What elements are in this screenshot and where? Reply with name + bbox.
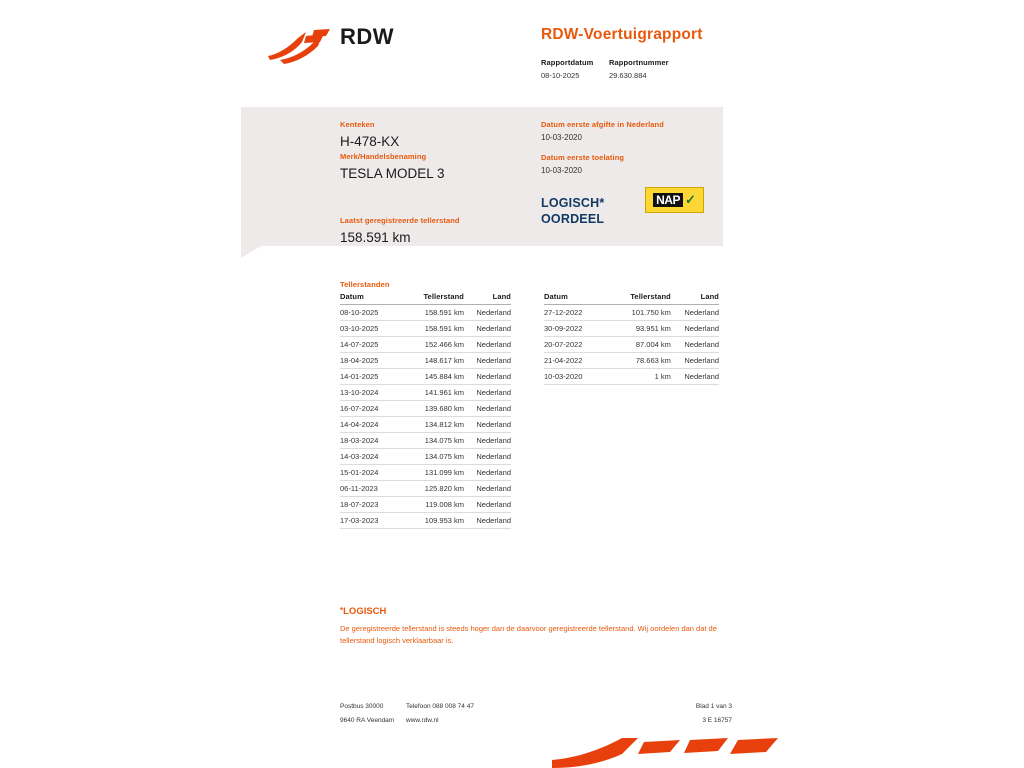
table-header-row [544, 292, 719, 305]
odometer-table-left [340, 292, 511, 529]
table-header-row [340, 292, 511, 305]
cell-land: Nederland [671, 369, 719, 385]
cell-datum: 18-03-2024 [340, 433, 402, 449]
footnote-star: * [340, 606, 344, 615]
merk-block [340, 152, 445, 181]
cell-tellerstand: 101.750 km [607, 305, 670, 321]
cell-datum: 14-01-2025 [340, 369, 402, 385]
footer-right [640, 703, 732, 731]
cell-land: Nederland [671, 305, 719, 321]
cell-land: Nederland [464, 369, 511, 385]
cell-datum: 18-04-2025 [340, 353, 402, 369]
cell-datum: 18-07-2023 [340, 497, 402, 513]
cell-tellerstand: 158.591 km [402, 321, 464, 337]
first-registration-nl-label: Datum eerste afgifte in Nederland [541, 120, 664, 129]
bottom-rdw-logo-icon [552, 738, 784, 768]
first-admission-label: Datum eerste toelating [541, 153, 625, 162]
column-header-land: Land [671, 292, 719, 305]
table-row [340, 481, 511, 497]
cell-datum: 13-10-2024 [340, 385, 402, 401]
table-row [340, 321, 511, 337]
cell-datum: 10-03-2020 [544, 369, 607, 385]
table-row [544, 369, 719, 385]
cell-land: Nederland [464, 337, 511, 353]
cell-tellerstand: 148.617 km [402, 353, 464, 369]
cell-tellerstand: 78.663 km [607, 353, 670, 369]
table-row [340, 401, 511, 417]
verdict-block [541, 195, 604, 227]
cell-tellerstand: 152.466 km [402, 337, 464, 353]
cell-datum: 20-07-2022 [544, 337, 607, 353]
odometer-section-title: Tellerstanden [340, 280, 390, 289]
cell-datum: 30-09-2022 [544, 321, 607, 337]
footnote-body: De geregistreerde tellerstand is steeds hoger dan de daarvoor geregistreerde tellerstand. Wij oordelen dan dat de tellerstand logisch verklaarbaar is. [340, 624, 717, 645]
cell-tellerstand: 131.099 km [402, 465, 464, 481]
cell-land: Nederland [671, 353, 719, 369]
report-meta [541, 58, 801, 80]
table-row [340, 433, 511, 449]
cell-land: Nederland [671, 321, 719, 337]
cell-tellerstand: 139.680 km [402, 401, 464, 417]
verdict-line-2: OORDEEL [541, 212, 605, 226]
cell-datum: 14-04-2024 [340, 417, 402, 433]
cell-land: Nederland [464, 305, 511, 321]
column-header-datum: Datum [340, 292, 402, 305]
last-odometer-value: 158.591 km [340, 230, 411, 245]
cell-tellerstand: 119.008 km [402, 497, 464, 513]
odometer-table-right [544, 292, 719, 385]
kenteken-value: H-478-KX [340, 134, 400, 149]
table-row [340, 353, 511, 369]
panel-notch [241, 246, 261, 258]
table-row [340, 513, 511, 529]
cell-datum: 06-11-2023 [340, 481, 402, 497]
first-registration-nl-block [541, 120, 664, 142]
table-row [544, 305, 719, 321]
nap-badge-icon [645, 187, 704, 213]
report-number-label: Rapportnummer [609, 58, 669, 67]
last-odometer-block [340, 216, 460, 245]
column-header-land: Land [464, 292, 511, 305]
cell-land: Nederland [464, 401, 511, 417]
report-title: RDW-Voertuigrapport [541, 26, 703, 43]
cell-tellerstand: 134.812 km [402, 417, 464, 433]
cell-land: Nederland [464, 481, 511, 497]
last-odometer-label: Laatst geregistreerde tellerstand [340, 216, 460, 225]
footnote-title [340, 606, 386, 617]
cell-datum: 08-10-2025 [340, 305, 402, 321]
first-registration-nl-value: 10-03-2020 [541, 133, 582, 142]
first-admission-block [541, 153, 624, 175]
cell-tellerstand: 93.951 km [607, 321, 670, 337]
cell-land: Nederland [671, 337, 719, 353]
table-row [544, 321, 719, 337]
cell-datum: 03-10-2025 [340, 321, 402, 337]
cell-datum: 27-12-2022 [544, 305, 607, 321]
report-date-value: 08-10-2025 [541, 71, 580, 80]
table-row [340, 305, 511, 321]
cell-datum: 16-07-2024 [340, 401, 402, 417]
cell-land: Nederland [464, 353, 511, 369]
merk-label: Merk/Handelsbenaming [340, 152, 427, 161]
verdict-line-1: LOGISCH* [541, 196, 605, 210]
vehicle-summary-panel [241, 107, 723, 246]
cell-tellerstand: 158.591 km [402, 305, 464, 321]
kenteken-block [340, 120, 399, 149]
cell-tellerstand: 125.820 km [402, 481, 464, 497]
cell-datum: 14-07-2025 [340, 337, 402, 353]
table-row [340, 497, 511, 513]
cell-datum: 14-03-2024 [340, 449, 402, 465]
cell-tellerstand: 109.953 km [402, 513, 464, 529]
cell-tellerstand: 1 km [607, 369, 670, 385]
cell-land: Nederland [464, 497, 511, 513]
column-header-tellerstand: Tellerstand [402, 292, 464, 305]
footnote-title-text: LOGISCH [343, 606, 387, 617]
table-row [340, 417, 511, 433]
footer-page: Blad 1 van 3 [695, 703, 732, 710]
merk-value: TESLA MODEL 3 [340, 166, 445, 181]
brand-title: RDW [340, 24, 395, 49]
cell-tellerstand: 134.075 km [402, 449, 464, 465]
cell-datum: 17-03-2023 [340, 513, 402, 529]
cell-land: Nederland [464, 417, 511, 433]
table-row [340, 369, 511, 385]
column-header-datum: Datum [544, 292, 607, 305]
column-header-tellerstand: Tellerstand [607, 292, 670, 305]
cell-land: Nederland [464, 449, 511, 465]
rdw-logo-icon [262, 26, 340, 66]
check-icon: ✓ [684, 192, 696, 207]
cell-tellerstand: 145.884 km [402, 369, 464, 385]
cell-tellerstand: 141.961 km [402, 385, 464, 401]
cell-land: Nederland [464, 433, 511, 449]
footer-telefoon: Telefoon 088 008 74 47 [406, 703, 474, 710]
footer-plaats: 9640 RA Veendam [340, 717, 395, 724]
footer-code: 3 E 16757 [702, 717, 732, 724]
footer-website[interactable]: www.rdw.nl [406, 717, 439, 724]
cell-datum: 15-01-2024 [340, 465, 402, 481]
cell-land: Nederland [464, 465, 511, 481]
cell-land: Nederland [464, 513, 511, 529]
cell-land: Nederland [464, 321, 511, 337]
table-row [340, 465, 511, 481]
table-row [340, 385, 511, 401]
table-row [544, 353, 719, 369]
cell-tellerstand: 87.004 km [607, 337, 670, 353]
report-number-value: 29.630.884 [609, 71, 647, 80]
table-row [340, 449, 511, 465]
cell-tellerstand: 134.075 km [402, 433, 464, 449]
cell-land: Nederland [464, 385, 511, 401]
report-date-label: Rapportdatum [541, 58, 594, 67]
nap-badge-label: NAP [653, 193, 683, 207]
table-row [340, 337, 511, 353]
table-row [544, 337, 719, 353]
footer-postbus: Postbus 30000 [340, 703, 384, 710]
first-admission-value: 10-03-2020 [541, 166, 582, 175]
cell-datum: 21-04-2022 [544, 353, 607, 369]
kenteken-label: Kenteken [340, 120, 375, 129]
